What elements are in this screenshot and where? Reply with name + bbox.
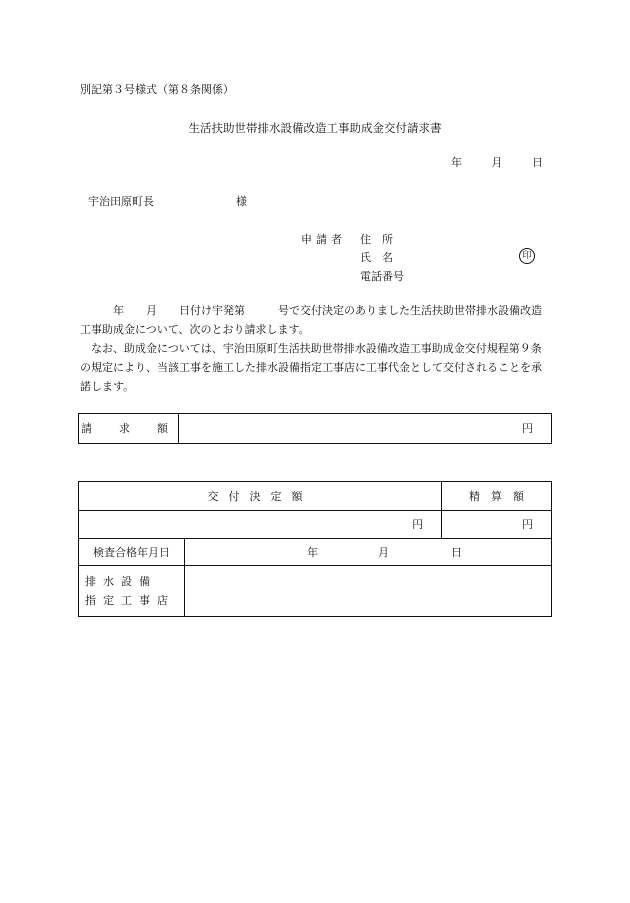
decision-amount-field[interactable]: [79, 511, 442, 539]
settlement-amount-unit: 円: [522, 518, 533, 531]
submission-date: [451, 157, 543, 168]
request-amount-field[interactable]: [179, 414, 552, 444]
date-year-label: 年: [451, 156, 462, 169]
addressee-honorific: 様: [236, 195, 247, 208]
applicant-label: 申請者: [301, 233, 346, 246]
request-amount-table: [78, 413, 552, 444]
contractor-label: [79, 566, 185, 617]
settlement-amount-header: 精 算 額: [442, 482, 552, 511]
inspection-date-field[interactable]: [185, 539, 552, 566]
contractor-field[interactable]: [185, 566, 552, 617]
decision-amount-header: 交付決定額: [79, 482, 442, 511]
applicant-address-label: 住 所: [360, 233, 393, 246]
request-amount-label: 請 求 額: [79, 414, 179, 444]
inspection-day-label: 日: [451, 545, 462, 559]
inspection-date-label: 検査合格年月日: [79, 539, 185, 566]
document-title: 生活扶助世帯排水設備改造工事助成金交付請求書: [188, 121, 442, 135]
contractor-label-line2: 指定工事店: [85, 594, 175, 607]
contractor-label-line1: 排水設備: [85, 575, 157, 588]
body-paragraph-consent: なお、助成金については、宇治田原町生活扶助世帯排水設備改造工事助成金交付規程第９条の規定により、当該工事を施工した排水設備指定工事店に工事代金として交付されることを承諾します。: [80, 342, 542, 393]
date-day-label: 日: [532, 156, 543, 169]
applicant-name-label: 氏 名: [360, 251, 393, 264]
seal-mark: 印: [519, 248, 535, 264]
request-amount-unit: 円: [522, 422, 533, 435]
inspection-year-label: 年: [307, 545, 318, 559]
form-label: 別記第３号様式（第８条関係）: [80, 83, 234, 96]
date-month-label: 月: [491, 156, 503, 169]
summary-table: [78, 481, 552, 617]
decision-amount-unit: 円: [412, 518, 424, 531]
inspection-month-label: 月: [378, 545, 389, 559]
addressee-name: 宇治田原町長: [88, 195, 154, 208]
body-paragraph-request: 年 月 日付け宇発第 号で交付決定のありました生活扶助世帯排水設備改造工事助成金について、次のとおり請求します。: [80, 304, 542, 336]
addressee: [88, 196, 247, 207]
applicant-phone-label: 電話番号: [360, 270, 404, 283]
settlement-amount-field[interactable]: [442, 511, 552, 539]
